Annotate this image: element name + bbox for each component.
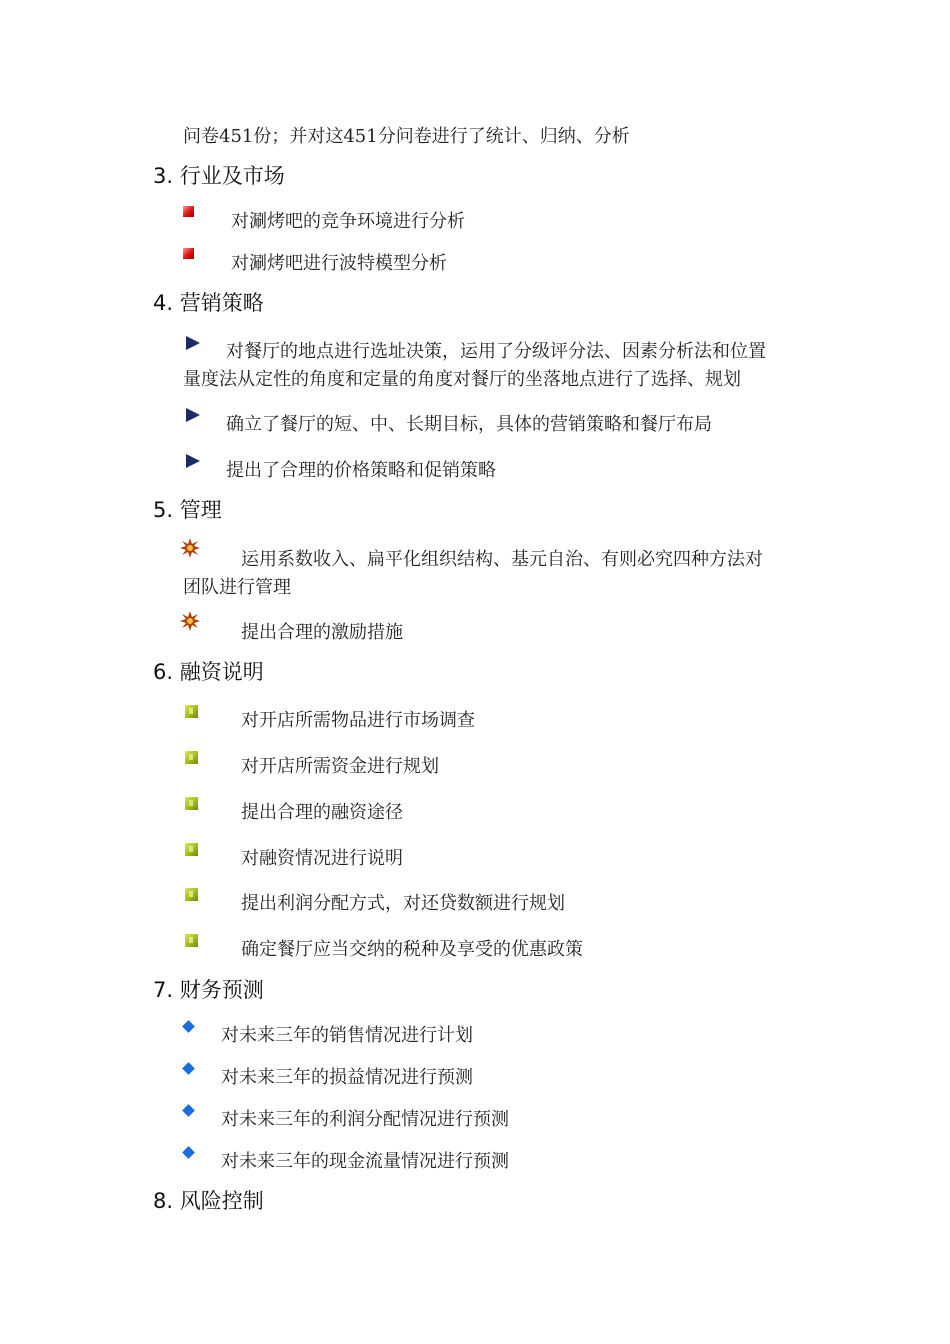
blue-diamond-bullet-icon [182,1020,195,1033]
section-heading-financial-forecast: 7. 财务预测 [153,978,264,1002]
list-item: 对融资情况进行说明 [241,848,403,869]
list-item: 对餐厅的地点进行选址决策，运用了分级评分法、因素分析法和位置 [226,341,766,362]
intro-line: 问卷451份；并对这451分问卷进行了统计、归纳、分析 [183,126,630,147]
list-item: 确定餐厅应当交纳的税种及享受的优惠政策 [241,939,583,960]
blue-diamond-bullet-icon [182,1146,195,1159]
green-square-bullet-icon [185,934,198,947]
green-square-bullet-icon [185,797,198,810]
green-square-bullet-icon [185,751,198,764]
navy-triangle-bullet-icon [186,454,200,468]
section-heading-industry-market: 3. 行业及市场 [153,164,285,188]
green-square-bullet-icon [185,705,198,718]
section-heading-marketing-strategy: 4. 营销策略 [153,291,264,315]
navy-triangle-bullet-icon [186,336,200,350]
navy-triangle-bullet-icon [186,408,200,422]
list-item: 提出合理的融资途径 [241,802,403,823]
starburst-bullet-icon [180,611,200,631]
list-item-continuation: 量度法从定性的角度和定量的角度对餐厅的坐落地点进行了选择、规划 [183,369,741,390]
green-square-bullet-icon [185,888,198,901]
list-item: 对涮烤吧进行波特模型分析 [231,253,447,274]
list-item: 提出了合理的价格策略和促销策略 [226,460,496,481]
list-item: 对未来三年的现金流量情况进行预测 [221,1151,509,1172]
list-item-continuation: 团队进行管理 [183,577,291,598]
blue-diamond-bullet-icon [182,1104,195,1117]
list-item: 对未来三年的损益情况进行预测 [221,1067,473,1088]
list-item: 提出合理的激励措施 [241,622,403,643]
list-item: 对开店所需资金进行规划 [241,756,439,777]
green-square-bullet-icon [185,843,198,856]
section-heading-management: 5. 管理 [153,498,222,522]
section-heading-financing: 6. 融资说明 [153,660,264,684]
blue-diamond-bullet-icon [182,1062,195,1075]
red-square-bullet-icon [183,248,194,259]
section-heading-risk-control: 8. 风险控制 [153,1189,264,1213]
list-item: 运用系数收入、扁平化组织结构、基元自治、有则必究四种方法对 [241,549,763,570]
starburst-bullet-icon [180,538,200,558]
list-item: 对开店所需物品进行市场调查 [241,710,475,731]
list-item: 提出利润分配方式，对还贷数额进行规划 [241,893,565,914]
list-item: 对未来三年的销售情况进行计划 [221,1025,473,1046]
list-item: 确立了餐厅的短、中、长期目标，具体的营销策略和餐厅布局 [226,414,712,435]
list-item: 对涮烤吧的竞争环境进行分析 [231,211,465,232]
red-square-bullet-icon [183,206,194,217]
list-item: 对未来三年的利润分配情况进行预测 [221,1109,509,1130]
